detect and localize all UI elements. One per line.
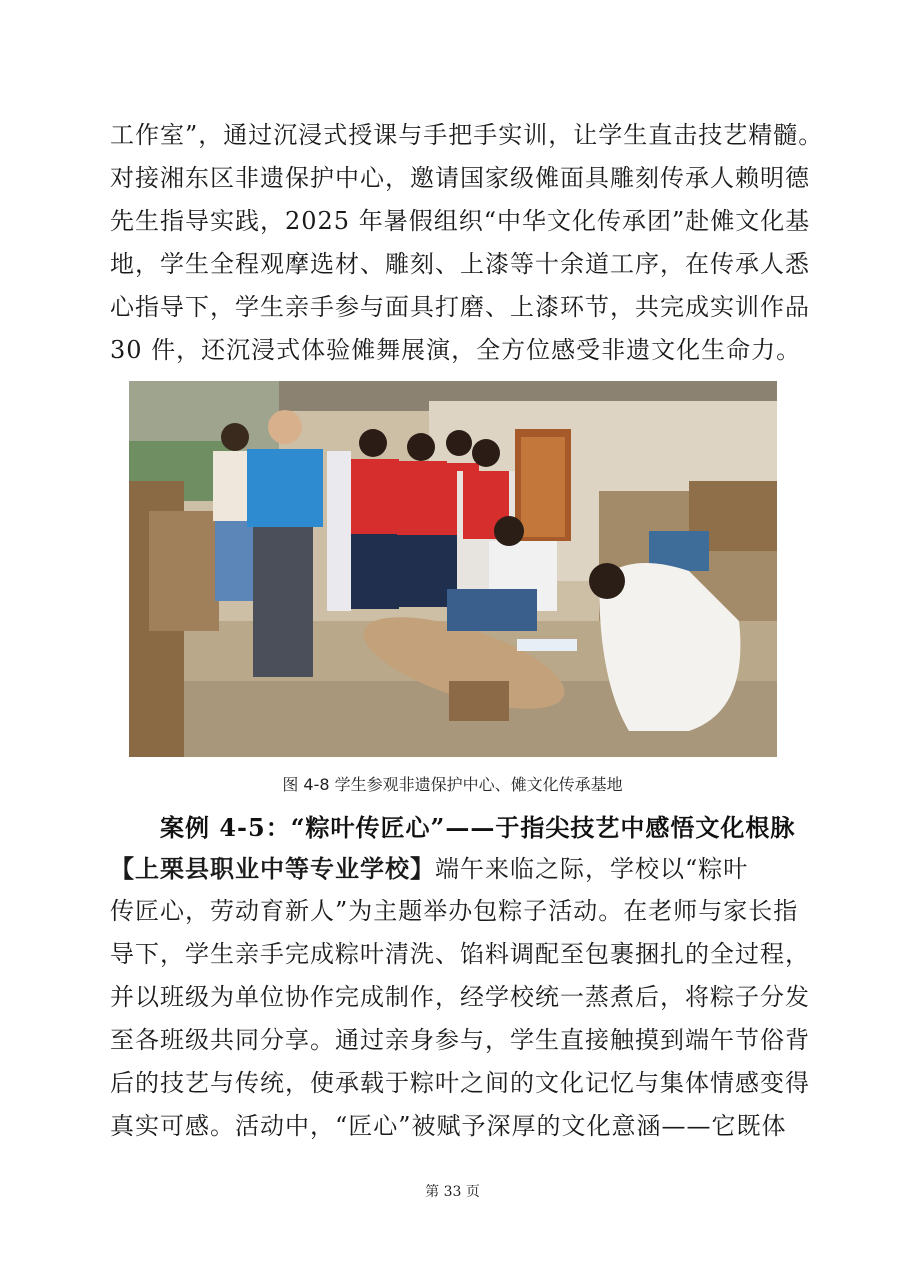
text-line: 工作室”，通过沉浸式授课与手把手实训，让学生直击技艺精髓。: [110, 121, 824, 149]
text-line: 传匠心，劳动育新人”为主题举办包粽子活动。在老师与家长指: [110, 897, 799, 925]
intro-paragraph: [110, 114, 824, 372]
text-line: 30 件，还沉浸式体验傩舞展演，全方位感受非遗文化生命力。: [110, 336, 802, 364]
workshop-photo: [129, 381, 777, 757]
school-name: 【上栗县职业中等专业学校】: [110, 854, 435, 883]
figure-caption: 图 4-8 学生参观非遗保护中心、傩文化传承基地: [282, 775, 623, 794]
text-line: 先生指导实践，2025 年暑假组织“中华文化传承团”赴傩文化基: [110, 207, 811, 235]
page-number: 第 33 页: [425, 1184, 480, 1200]
text-line: 导下，学生亲手完成粽叶清洗、馅料调配至包裹捆扎的全过程，: [110, 940, 810, 968]
text-line: 后的技艺与传统，使承载于粽叶之间的文化记忆与集体情感变得: [110, 1069, 810, 1097]
text-line: 心指导下，学生亲手参与面具打磨、上漆环节，共完成实训作品: [110, 293, 810, 321]
case-paragraph: [110, 847, 810, 1148]
text-line: 真实可感。活动中，“匠心”被赋予深厚的文化意涵——它既体: [110, 1112, 787, 1140]
case-heading: 案例 4-5：“粽叶传匠心”——于指尖技艺中感悟文化根脉: [160, 813, 796, 842]
text-line: 对接湘东区非遗保护中心，邀请国家级傩面具雕刻传承人赖明德: [110, 164, 810, 192]
text-line: 并以班级为单位协作完成制作，经学校统一蒸煮后，将粽子分发: [110, 983, 810, 1011]
text-line: 至各班级共同分享。通过亲身参与，学生直接触摸到端午节俗背: [110, 1026, 810, 1054]
text-line: 地，学生全程观摩选材、雕刻、上漆等十余道工序，在传承人悉: [110, 250, 810, 278]
text-line: [110, 847, 800, 890]
text-line-rest: 端午来临之际，学校以“粽叶: [435, 855, 749, 883]
